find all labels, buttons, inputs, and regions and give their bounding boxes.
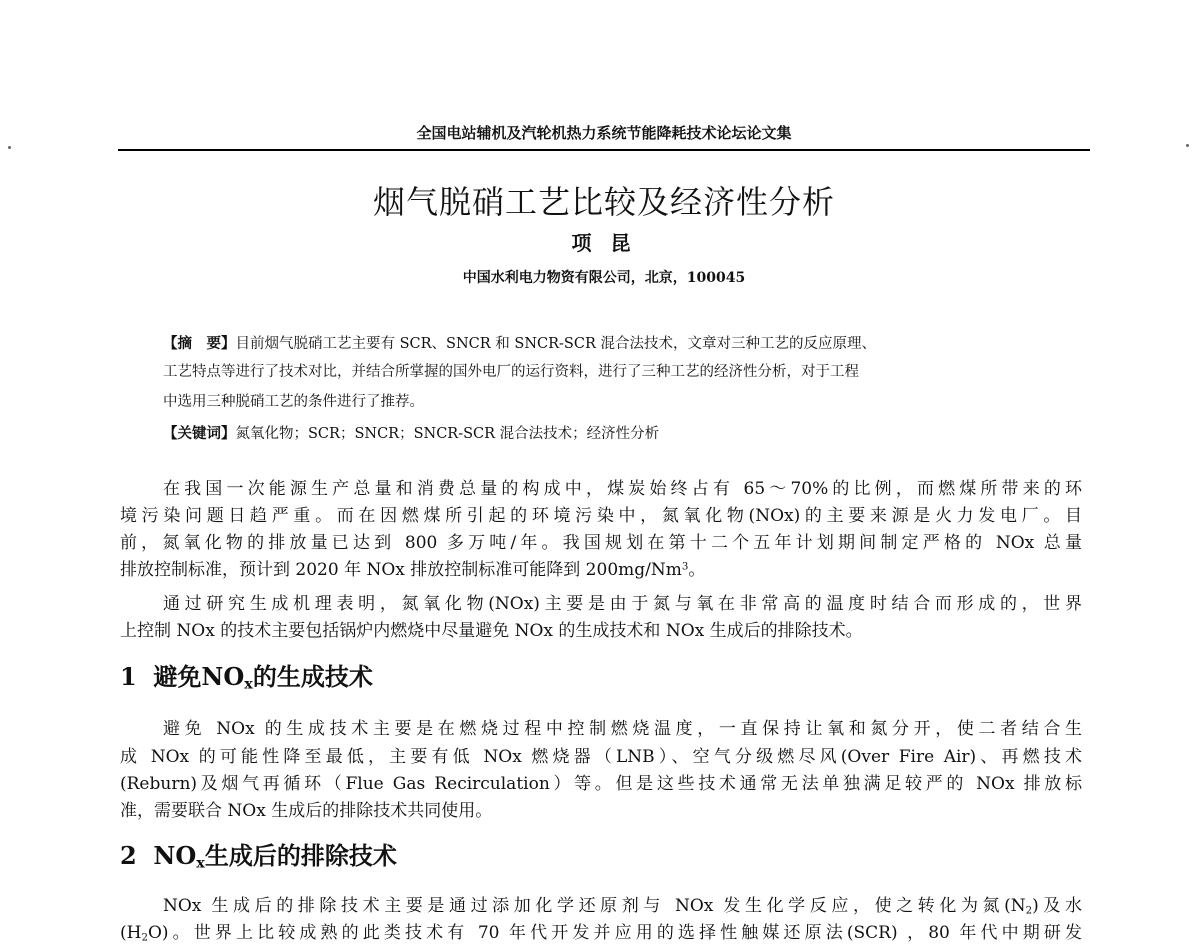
intro-p1-line-3: 前，氮氧化物的排放量已达到 800 多万吨/年。我国规划在第十二个五年计划期间制定严格的 NOx 总量	[120, 533, 1082, 553]
paper-affiliation: 中国水利电力物资有限公司，北京，100045	[462, 270, 746, 286]
intro-p1-line-4: 排放控制标准，预计到 2020 年 NOx 排放控制标准可能降到 200mg/Nm$^3$。	[120, 560, 706, 580]
section-1-line-4: 准，需要联合 NOx 生成后的排除技术共同使用。	[120, 801, 493, 821]
abstract-line-1	[163, 330, 1063, 358]
intro-p2-line-2: 上控制 NOx 的技术主要包括锅炉内燃烧中尽量避免 NOx 的生成技术和 NOx 生成后的排除技术。	[120, 621, 863, 641]
section-1-line-3: (Reburn)及烟气再循环（Flue Gas Recirculation）等。但是这些技术通常无法单独满足较严的 NOx 排放标	[120, 774, 1082, 794]
paper-author: 项 昆	[571, 231, 637, 255]
intro-p1-line-1: 在我国一次能源生产总量和消费总量的构成中，煤炭始终占有 65～70%的比例，而燃煤所带来的环	[163, 479, 1082, 499]
paper-title: 烟气脱硝工艺比较及经济性分析	[372, 183, 835, 221]
running-header: 全国电站辅机及汽轮机热力系统节能降耗技术论坛论文集	[416, 124, 792, 142]
section-2-line-1: NOx 生成后的排除技术主要是通过添加化学还原剂与 NOx 发生化学反应，使之转化为氮$(N_2)$及水	[163, 896, 1082, 917]
section-2-heading: 2 $NO_x$生成后的排除技术	[120, 841, 397, 872]
intro-p2-line-1: 通过研究生成机理表明，氮氧化物(NOx)主要是由于氮与氧在非常高的温度时结合而形成的，世界	[163, 594, 1082, 614]
abstract-line-3: 中选用三种脱硝工艺的条件进行了推荐。	[163, 394, 424, 410]
keywords-label: 【关键词】	[163, 425, 236, 442]
section-1-heading: 1 避免$NO_x$的生成技术	[120, 662, 373, 693]
scan-speck	[8, 146, 11, 149]
keywords-line	[163, 420, 1063, 448]
abstract-line-2: 工艺特点等进行了技术对比，并结合所掌握的国外电厂的运行资料，进行了三种工艺的经济性分析，对于工程	[163, 364, 859, 380]
intro-p1-line-2: 境污染问题日趋严重。而在因燃煤所引起的环境污染中，氮氧化物(NOx)的主要来源是火力发电厂。目	[120, 506, 1082, 526]
abstract-label: 【摘 要】	[163, 335, 236, 352]
header-rule	[118, 149, 1090, 151]
scan-speck	[1186, 144, 1189, 147]
keywords-text: 氮氧化物；SCR；SNCR；SNCR-SCR 混合法技术；经济性分析	[235, 426, 660, 442]
abstract-text: 目前烟气脱硝工艺主要有 SCR、SNCR 和 SNCR-SCR 混合法技术，文章对三种工艺的反应原理、	[235, 336, 876, 352]
section-1-line-1: 避免 NOx 的生成技术主要是在燃烧过程中控制燃烧温度，一直保持让氧和氮分开，使二者结合生	[163, 719, 1082, 739]
section-2-line-2: $(H_2O)$。世界上比较成熟的此类技术有 70 年代开发并应用的选择性触媒还原法(SCR) ，80 年代中期研发	[120, 923, 1082, 944]
section-1-line-2: 成 NOx 的可能性降至最低，主要有低 NOx 燃烧器（LNB）、空气分级燃尽风(Over Fire Air)、再燃技术	[120, 747, 1082, 767]
